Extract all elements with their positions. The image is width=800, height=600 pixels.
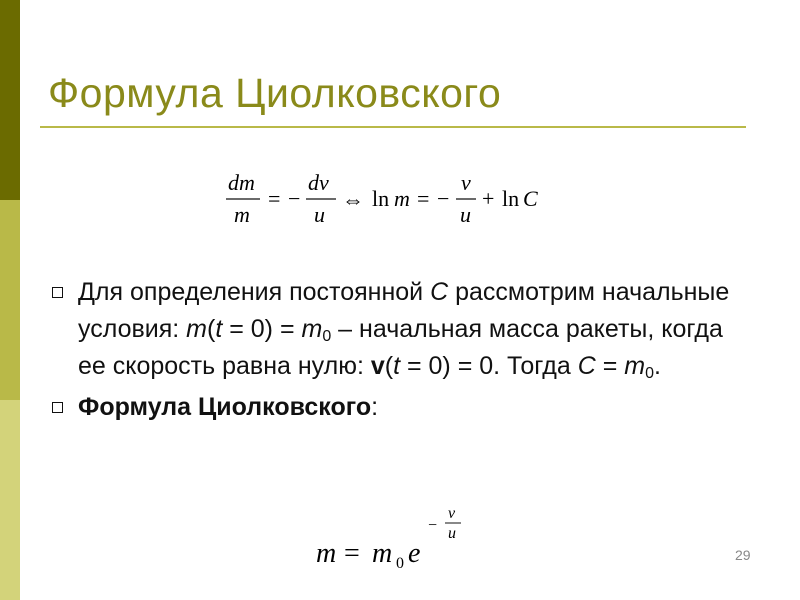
side-decor-bar [0, 0, 20, 600]
b1-text-6: ( [384, 352, 394, 380]
b1-var-t: t [215, 315, 223, 343]
bullet-item-formula-label [52, 389, 752, 426]
b1-text-7: = 0) = 0. Тогда [400, 352, 578, 380]
b1-text-1: Для определения постоянной [78, 278, 431, 306]
f1-ln2: ln [502, 186, 520, 211]
f1-dm: dm [228, 170, 255, 195]
f1-C: C [523, 186, 538, 211]
f1-m2: m [394, 186, 410, 211]
f2-exp-minus: − [428, 517, 438, 534]
f1-minus1: − [288, 186, 301, 211]
bullet-square-icon [52, 402, 63, 413]
side-bar-segment-light [0, 400, 20, 600]
formula-tsiolkovsky [312, 500, 482, 580]
side-bar-segment-mid [0, 200, 20, 400]
f1-plus: + [482, 186, 495, 211]
b1-var-t2: t [393, 352, 401, 380]
b1-var-m0b: m [624, 352, 646, 380]
f1-u1: u [314, 202, 325, 227]
b1-text-8: = [595, 352, 625, 380]
b2-bold-label: Формула Циолковского [78, 393, 372, 421]
f1-eq2: = [417, 186, 430, 211]
b1-var-m: m [186, 315, 207, 343]
f2-e: e [408, 538, 421, 569]
f2-m0: m [372, 538, 393, 569]
slide-title: Формула Циолковского [48, 70, 502, 116]
f1-m: m [234, 202, 250, 227]
f1-v: v [461, 170, 471, 195]
b1-var-C2: C [577, 352, 596, 380]
f1-iff: ⇔ [342, 187, 364, 212]
side-bar-segment-dark [0, 0, 20, 200]
b1-text-3: ( [207, 315, 216, 343]
b1-var-m0: m [301, 315, 323, 343]
f1-minus2: − [437, 186, 450, 211]
b1-text-4: = 0) = [222, 315, 302, 343]
bullet-square-icon [52, 287, 63, 298]
b1-text-9: . [654, 352, 661, 380]
b1-text-5: – начальная масса ракеты, когда ее скорость равна нулю: [78, 315, 723, 380]
b1-sub-0b: 0 [645, 365, 654, 382]
f2-exp-v: v [448, 505, 456, 522]
f2-m: m [316, 538, 337, 569]
page-number: 29 [735, 547, 751, 563]
f2-exp-u: u [448, 525, 456, 542]
b1-text-2: рассмотрим начальные условия: [78, 278, 730, 343]
f2-eq: = [344, 538, 360, 569]
bullet-item-conditions [52, 274, 752, 385]
f1-u2: u [460, 202, 471, 227]
bullet-list [52, 274, 752, 430]
f1-dv: dv [308, 170, 329, 195]
f1-ln1: ln [372, 186, 390, 211]
b1-var-C: C [430, 278, 449, 306]
f2-sub0: 0 [396, 555, 404, 572]
f1-eq1: = [268, 186, 281, 211]
b2-colon: : [371, 393, 379, 421]
title-divider [40, 126, 746, 128]
b1-var-v: v [370, 352, 385, 380]
b1-sub-0: 0 [322, 328, 332, 345]
formula-differential [218, 165, 558, 235]
